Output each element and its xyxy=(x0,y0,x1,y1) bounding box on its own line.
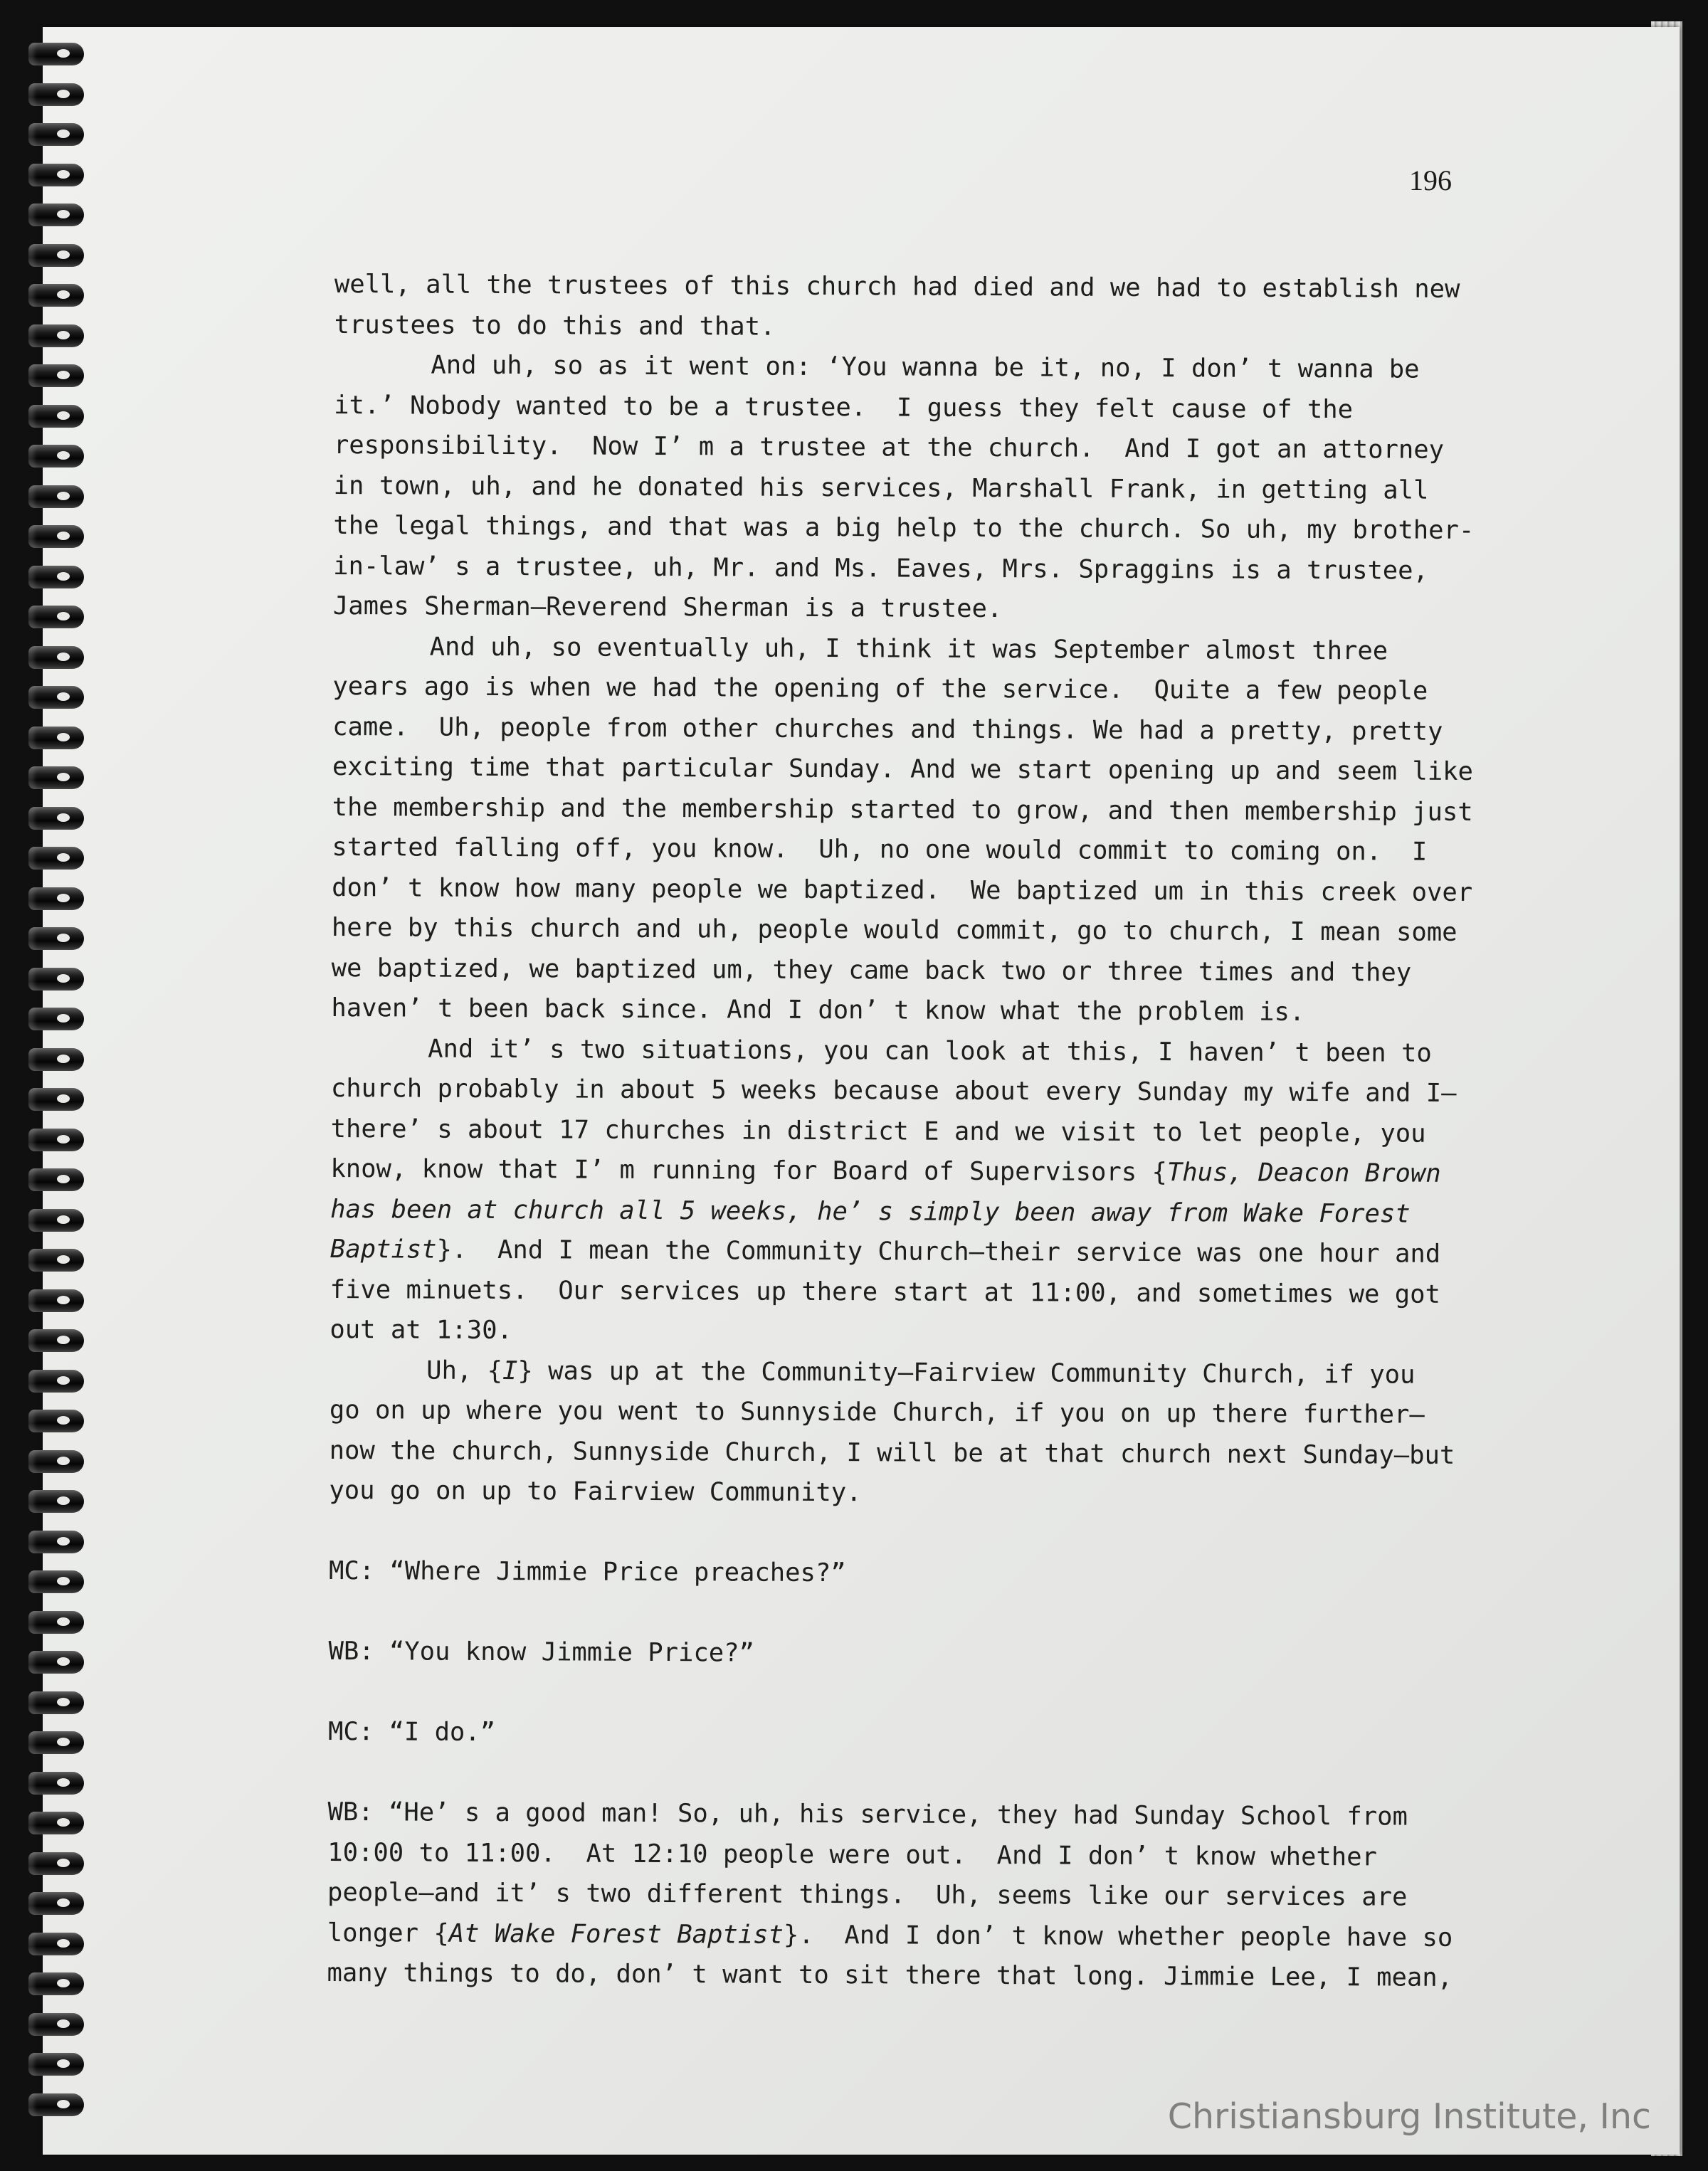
binding-coil xyxy=(28,686,84,709)
text-line: you go on up to Fairview Community. xyxy=(329,1475,862,1508)
transcript-body xyxy=(327,265,1502,1999)
editor-note: Baptist xyxy=(330,1234,437,1264)
text-line: And uh, so eventually uh, I think it was September almost three xyxy=(429,632,1388,665)
binding-coil xyxy=(28,1008,84,1030)
text-span: Uh, { xyxy=(426,1356,503,1385)
text-span: } was up at the Community—Fairview Community Church, if you xyxy=(517,1356,1416,1390)
binding-coil xyxy=(28,43,84,65)
binding-coil xyxy=(28,1088,84,1111)
binding-coil xyxy=(28,566,84,588)
text-line: go on up where you went to Sunnyside Church, if you on up there further— xyxy=(329,1395,1425,1430)
binding-coil xyxy=(28,1289,84,1312)
binding-coil xyxy=(28,1892,84,1915)
spiral-binding xyxy=(28,43,85,2135)
binding-coil xyxy=(28,2093,84,2116)
text-line: well, all the trustees of this church had died and we had to establish new xyxy=(334,269,1460,304)
text-line: there’ s about 17 churches in district E and we visit to let people, you xyxy=(330,1114,1426,1148)
text-line: 10:00 to 11:00. At 12:10 people were out. And I don’ t know whether xyxy=(327,1837,1378,1871)
binding-coil xyxy=(28,1048,84,1071)
binding-coil xyxy=(28,324,84,347)
binding-coil xyxy=(28,1812,84,1834)
spacer xyxy=(328,1752,1495,1797)
binding-coil xyxy=(28,485,84,508)
page-number: 196 xyxy=(1409,164,1452,196)
binding-coil xyxy=(28,1129,84,1151)
dialogue-line: WB: “He’ s a good man! So, uh, his service, they had Sunday School from xyxy=(327,1797,1408,1832)
binding-coil xyxy=(28,1490,84,1513)
watermark: Christiansburg Institute, Inc xyxy=(1167,2096,1651,2137)
binding-coil xyxy=(28,1933,84,1955)
text-line: exciting time that particular Sunday. And we start opening up and seem like xyxy=(332,751,1473,786)
text-span: know, know that I’ m running for Board of Supervisors { xyxy=(330,1153,1168,1188)
binding-coil xyxy=(28,364,84,387)
binding-coil xyxy=(28,606,84,628)
binding-coil xyxy=(28,123,84,146)
text-line: the legal things, and that was a big help to the church. So uh, my brother- xyxy=(333,510,1475,545)
binding-coil xyxy=(28,525,84,548)
text-line: responsibility. Now I’ m a trustee at the church. And I got an attorney xyxy=(333,430,1445,465)
binding-coil xyxy=(28,1249,84,1272)
text-line: the membership and the membership started to grow, and then membership just xyxy=(332,792,1473,827)
binding-coil xyxy=(28,807,84,830)
text-line: many things to do, don’ t want to sit there that long. Jimmie Lee, I mean, xyxy=(327,1958,1453,1992)
text-line: haven’ t been back since. And I don’ t know what the problem is. xyxy=(331,993,1305,1027)
dialogue-line: MC: “I do.” xyxy=(327,1716,496,1748)
binding-coil xyxy=(28,847,84,870)
binding-coil xyxy=(28,1370,84,1393)
binding-coil xyxy=(28,1531,84,1553)
binding-coil xyxy=(28,1972,84,1995)
spacer xyxy=(329,1591,1496,1637)
text-line: it.’ Nobody wanted to be a trustee. I guess they felt cause of the xyxy=(334,390,1354,424)
binding-coil xyxy=(28,2053,84,2076)
binding-coil xyxy=(28,1691,84,1714)
text-line: in-law’ s a trustee, uh, Mr. and Ms. Eaves, Mrs. Spraggins is a trustee, xyxy=(333,551,1429,586)
text-line: And it’ s two situations, you can look at this, I haven’ t been to xyxy=(428,1034,1432,1068)
binding-coil xyxy=(28,1731,84,1754)
text-line: here by this church and uh, people would commit, go to church, I mean some xyxy=(331,912,1457,947)
text-line: came. Uh, people from other churches and things. We had a pretty, pretty xyxy=(332,712,1443,746)
text-line xyxy=(330,1230,1497,1275)
binding-coil xyxy=(28,284,84,307)
text-line: in town, uh, and he donated his services, Marshall Frank, in getting all xyxy=(333,470,1429,505)
text-line: trustees to do this and that. xyxy=(334,310,776,342)
binding-coil xyxy=(28,766,84,789)
text-line: James Sherman—Reverend Sherman is a trustee. xyxy=(332,591,1003,624)
dialogue-line: MC: “Where Jimmie Price preaches?” xyxy=(328,1555,846,1588)
spacer xyxy=(328,1671,1495,1717)
text-line: five minuets. Our services up there start at 11:00, and sometimes we got xyxy=(330,1274,1441,1309)
document-page xyxy=(43,27,1680,2155)
text-line xyxy=(330,1149,1497,1195)
binding-coil xyxy=(28,1329,84,1352)
binding-coil xyxy=(28,1611,84,1634)
binding-coil xyxy=(28,405,84,428)
editor-note-line: has been at church all 5 weeks, he’ s simply been away from Wake Forest xyxy=(330,1194,1411,1229)
binding-coil xyxy=(28,445,84,468)
binding-coil xyxy=(28,1772,84,1795)
binding-coil xyxy=(28,968,84,991)
dialogue-line: WB: “You know Jimmie Price?” xyxy=(328,1636,755,1668)
text-line: started falling off, you know. Uh, no one would commit to coming on. I xyxy=(332,832,1428,867)
editor-note: At Wake Forest Baptist xyxy=(448,1918,784,1950)
text-span: longer { xyxy=(327,1918,449,1948)
binding-coil xyxy=(28,1168,84,1191)
binding-coil xyxy=(28,244,84,267)
binding-coil xyxy=(28,2013,84,2036)
text-line xyxy=(327,1913,1494,1958)
editor-note: Thus, Deacon Brown xyxy=(1166,1158,1441,1188)
binding-coil xyxy=(28,927,84,950)
binding-coil xyxy=(28,1852,84,1875)
binding-coil xyxy=(28,1450,84,1473)
binding-coil xyxy=(28,727,84,749)
text-line: we baptized, we baptized um, they came back two or three times and they xyxy=(331,953,1412,988)
text-line: years ago is when we had the opening of the service. Quite a few people xyxy=(332,671,1428,706)
binding-coil xyxy=(28,204,84,226)
binding-coil xyxy=(28,164,84,186)
text-line: church probably in about 5 weeks because about every Sunday my wife and I— xyxy=(330,1073,1457,1108)
binding-coil xyxy=(28,1651,84,1674)
text-line: people—and it’ s two different things. Uh, seems like our services are xyxy=(327,1877,1408,1912)
text-line: don’ t know how many people we baptized. We baptized um in this creek over xyxy=(332,872,1473,907)
text-line xyxy=(330,1350,1497,1395)
text-span: }. And I don’ t know whether people have so xyxy=(783,1920,1453,1953)
text-line: out at 1:30. xyxy=(330,1314,513,1346)
text-span: }. And I mean the Community Church—their service was one hour and xyxy=(436,1235,1441,1269)
spacer xyxy=(329,1511,1496,1556)
binding-coil xyxy=(28,1570,84,1593)
binding-coil xyxy=(28,646,84,669)
binding-coil xyxy=(28,887,84,910)
text-line: And uh, so as it went on: ‘You wanna be it, no, I don’ t wanna be xyxy=(431,350,1420,384)
editor-note: I xyxy=(502,1356,518,1385)
text-line: now the church, Sunnyside Church, I will be at that church next Sunday—but xyxy=(329,1435,1455,1470)
binding-coil xyxy=(28,1410,84,1432)
binding-coil xyxy=(28,1209,84,1232)
binding-coil xyxy=(28,83,84,106)
